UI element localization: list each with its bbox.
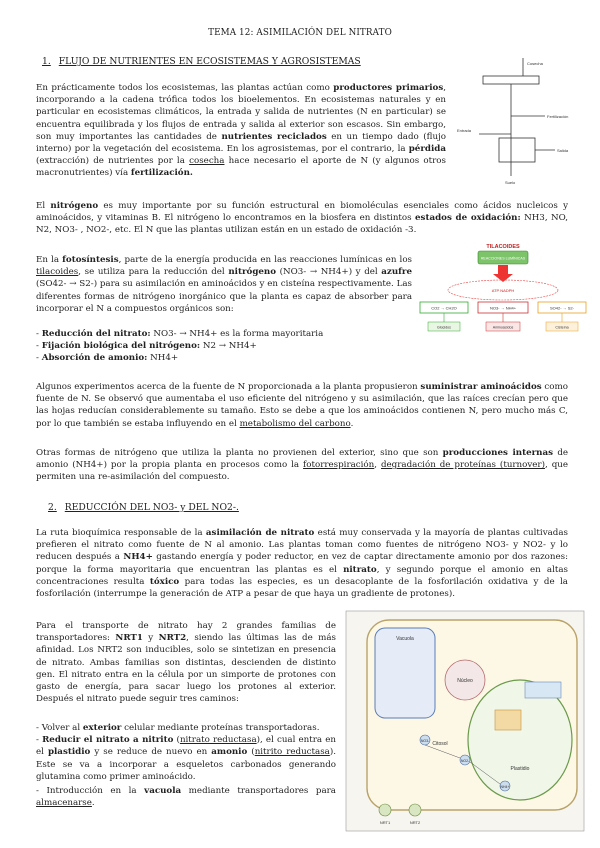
p2-text-2: es muy importante por su función estructural en biomoléculas esenciales como ácidos nucleicos y aminoácidos, y vitaminas B. El nitrógeno lo encontramos en la biosfera en distintos	[36, 201, 568, 224]
p6-bold-1: asimilación de nitrato	[205, 528, 315, 538]
label-citosol: Citosol	[432, 741, 448, 747]
paragraph-nitrogeno	[36, 200, 568, 237]
p6-bold-3: nitrato	[343, 564, 377, 575]
p3-text-2: , parte de la energía producida en las reacciones lumínicas en los	[118, 255, 413, 265]
paragraph-productores	[36, 82, 446, 180]
paragraph-transportadores	[36, 620, 336, 705]
p1-bold-1: productores primarios	[333, 83, 444, 93]
section-1-number: 1.	[42, 56, 51, 67]
li-bold: Reducir el nitrato a nitrito	[42, 735, 174, 746]
list-dash: -	[36, 329, 42, 339]
p3-bold-2: nitrógeno	[228, 267, 277, 278]
p7-text-1: Para el transporte de nitrato hay 2 grandes familias de transportadores:	[36, 621, 336, 644]
p7-text-2: y	[142, 633, 159, 644]
li-text: .	[91, 798, 95, 809]
page-title: TEMA 12: ASIMILACIÓN DEL NITRATO	[208, 28, 392, 38]
p3-text-5: (SO42- → S2-) para su asimilación en aminoácidos y en cisteína respectivamente. Las diferentes formas de nitrógeno inorgánico que la planta es capaz de absorber para incorporar el N a compuestos orgánicos son:	[36, 279, 412, 314]
section-2-heading	[48, 502, 239, 513]
list-formas-nitrogeno	[36, 328, 412, 365]
section-1-heading	[42, 56, 361, 67]
list-dash: -	[36, 341, 42, 352]
list-bold: Absorción de amonio:	[41, 353, 148, 364]
p3-text-4: (NO3- → NH4+) y del	[276, 267, 382, 278]
p2-text-3: NH3, NO, N2, NO3- , NO2-, etc. El N que las plantas utilizan están en un estado de oxidación -3.	[36, 213, 568, 236]
section-2-title: REDUCCIÓN DEL NO3- y DEL NO2-.	[64, 502, 239, 513]
list-rest: N2 → NH4+	[200, 341, 257, 352]
list-item	[36, 352, 412, 364]
p5-text-3: ,	[374, 460, 381, 471]
list-bold: Fijación biológica del nitrógeno:	[41, 341, 201, 352]
label-nh4: NH4+	[500, 785, 510, 789]
salida-aminoacidos: Aminoácidos	[492, 325, 514, 330]
list-item	[36, 734, 336, 783]
label-no3: NO3-	[420, 739, 430, 743]
li-text: - Introducción en la	[36, 786, 145, 797]
list-item	[36, 328, 412, 340]
p1-underline-1: cosecha	[189, 156, 225, 167]
salida-glucidos: Glúcidos	[437, 325, 451, 330]
cell-diagram	[345, 610, 585, 832]
p4-text-1: Algunos experimentos acerca de la fuente de N proporcionada a la planta propusieron	[36, 382, 421, 392]
p2-text-1: El	[36, 201, 51, 211]
p3-text-3: , se utiliza para la reducción del	[78, 267, 229, 278]
p6-text-2: está muy conservada y la mayoría de plantas cultivadas prefieren el nitrato como fuente de N al amonio. Las plantas toman como fuentes de nitrógeno NO3- y NO2- y lo reducen después a	[36, 528, 568, 563]
paragraph-asimilacion-nitrato	[36, 527, 568, 600]
li-text: y se reduce de nuevo en	[90, 747, 212, 758]
p3-bold-3: azufre	[381, 267, 413, 278]
p1-text-2: , incorporando a la cadena trófica todos los bioelementos. En ecosistemas naturales y en particular en ecosistemas climáticos, la entrada y salida de nutrientes (N en particular) se encuentra equilibrada y los flujos de entrada y salida al exterior son escasos. Sin embargo, son muy importantes las cantidades de	[36, 83, 446, 142]
label-no2: NO2-	[460, 759, 470, 763]
p6-bold-4: tóxico	[149, 576, 180, 587]
p6-text-3: gastando energía y poder reductor, en vez de captar directamente amonio por dos razones: porque la forma mayoritaria que encuentran las plantas es el	[36, 552, 568, 575]
p4-text-2: como fuente de N. Se observó que aumentaba el uso eficiente del nitrógeno y su asimilación, que las raíces crecían pero que las hojas reducían considerablemente su tamaño. Esto se debe a que los aminoácidos contienen N, pero mucho más C, por lo que también se estaba influyendo en el	[36, 382, 568, 429]
li-text: ), el cual entra en el	[36, 735, 336, 758]
p5-text-1: Otras formas de nitrógeno que utiliza la planta no provienen del exterior, sino que son	[36, 448, 443, 458]
p6-text-5: para todas las especies, es un desacoplante de la fosforilación oxidativa y de la fosforilación (interrumpe la generación de ATP a pesar de que haya un gradiente de protones).	[36, 576, 568, 600]
list-item	[36, 785, 336, 809]
list-item	[36, 722, 336, 734]
tilacoides-title: TILACOIDES	[486, 244, 520, 250]
figure-celula-nitrato	[345, 610, 585, 832]
li-text: (	[247, 747, 255, 758]
p5-text-4: , que permiten una re-asimilación del compuesto.	[36, 460, 568, 483]
figure-tilacoides	[418, 240, 588, 352]
label-vacuola: Vacuola	[396, 636, 414, 642]
p4-bold-1: suministrar aminoácidos	[420, 382, 542, 392]
li-underline: nitrito reductasa	[254, 747, 330, 758]
p3-text-1: En la	[36, 255, 63, 265]
p1-bold-3: pérdida	[408, 144, 446, 155]
li-bold: vacuola	[144, 786, 182, 797]
reacciones-box: REACCIONES LUMÍNICAS	[480, 256, 526, 261]
p1-text-3: en un tiempo dado (flujo interno) por la vegetación del ecosistema. En los agrosistemas, por el contrario, la	[36, 131, 446, 155]
li-underline: nitrato reductasa	[179, 735, 257, 746]
p7-bold-1: NRT1	[115, 633, 143, 644]
label-nucleo: Núcleo	[457, 678, 473, 684]
li-text: -	[36, 735, 43, 746]
p4-text-3: .	[350, 418, 354, 429]
li-text: ). Este se va a incorporar a esqueletos carbonados generando glutamina como primer aminoácido.	[36, 747, 336, 782]
p1-text-5: hace necesario el aporte de N (y algunos otros macronutrientes) vía	[36, 156, 446, 179]
reaccion-carbono: CO2 → CH2O	[431, 305, 457, 311]
p6-bold-2: NH4+	[123, 552, 153, 563]
p1-bold-4: fertilización.	[130, 168, 193, 179]
tilacoides-diagram	[418, 240, 588, 352]
li-text: (	[173, 735, 180, 746]
label-nrt2: NRT2	[409, 820, 421, 825]
p6-text-4: , y segundo porque el amonio en altas concentraciones resulta	[36, 564, 568, 587]
salida-cisteina: Cisteína	[555, 325, 569, 330]
p1-text-1: En prácticamente todos los ecosistemas, las plantas actúan como	[36, 83, 334, 93]
list-item	[36, 340, 412, 352]
p1-bold-2: nutrientes reciclados	[221, 131, 327, 142]
p5-bold-1: producciones internas	[442, 448, 554, 458]
paragraph-producciones-internas	[36, 447, 568, 484]
p5-underline-2: degradación de proteínas (turnover)	[380, 460, 545, 471]
p5-text-2: de amonio (NH4+) por la propia planta en procesos como la	[36, 448, 569, 471]
section-1-title: FLUJO DE NUTRIENTES EN ECOSISTEMAS Y AGROSISTEMAS	[58, 56, 361, 67]
li-underline: almacenarse	[36, 798, 92, 809]
p7-text-3: , siendo las últimas las de más afinidad. Los NRT2 son inducibles, solo se sintetizan en presencia de nitrato. Ambas familias son distintas, descienden de distinto gen. El nitrato entra en la célula por un simporte de protones con gasto de energía, para sacar luego los protones al exterior. Después el nitrato puede seguir tres caminos:	[36, 633, 337, 705]
p2-bold-2: estados de oxidación:	[415, 213, 521, 224]
li-bold: plastidio	[47, 747, 91, 758]
p3-underline-1: tilacoides	[36, 267, 79, 278]
section-2-number: 2.	[48, 502, 57, 513]
figure-nutrient-flow	[455, 56, 580, 191]
list-caminos-nitrato	[36, 722, 336, 809]
p7-bold-2: NRT2	[158, 633, 187, 644]
p2-bold-1: nitrógeno	[50, 201, 99, 211]
li-text: celular mediante proteínas transportadoras.	[121, 723, 320, 733]
flow-label-cosecha: Cosecha	[527, 61, 543, 66]
paragraph-fotosintesis	[36, 254, 412, 315]
flow-label-suelo: Suelo	[505, 180, 516, 185]
nutrient-flow-diagram	[455, 56, 580, 191]
p1-text-4: (extracción) de nutrientes por la	[36, 156, 190, 167]
flow-label-salida: Salida	[557, 148, 569, 153]
paragraph-aminoacidos	[36, 381, 568, 430]
p6-text-1: La ruta bioquímica responsable de la	[36, 528, 206, 538]
list-dash: -	[36, 353, 42, 364]
list-rest: NH4+	[147, 353, 179, 364]
li-text: - Volver al	[36, 723, 83, 733]
list-bold: Reducción del nitrato:	[41, 329, 151, 339]
li-bold: exterior	[82, 723, 122, 733]
list-rest: NO3- → NH4+ es la forma mayoritaria	[150, 329, 324, 339]
p5-underline-1: fotorrespiración	[303, 460, 375, 471]
flow-label-entrada: Entrada	[457, 128, 472, 133]
li-text: mediante transportadores para	[181, 786, 336, 797]
atp-nadph-label: ATP NADPH	[491, 288, 515, 293]
li-bold: amonio	[211, 747, 248, 758]
p3-bold-1: fotosíntesis	[62, 255, 119, 265]
label-plastidio: Plastidio	[510, 766, 530, 772]
reaccion-nitrato: NO3- → NH4+	[489, 305, 517, 311]
p4-underline-1: metabolismo del carbono	[239, 418, 351, 429]
label-nrt1: NRT1	[379, 820, 391, 825]
flow-label-fertilizacion: Fertilización	[547, 114, 569, 119]
reaccion-azufre: SO42- → S2-	[549, 305, 575, 311]
